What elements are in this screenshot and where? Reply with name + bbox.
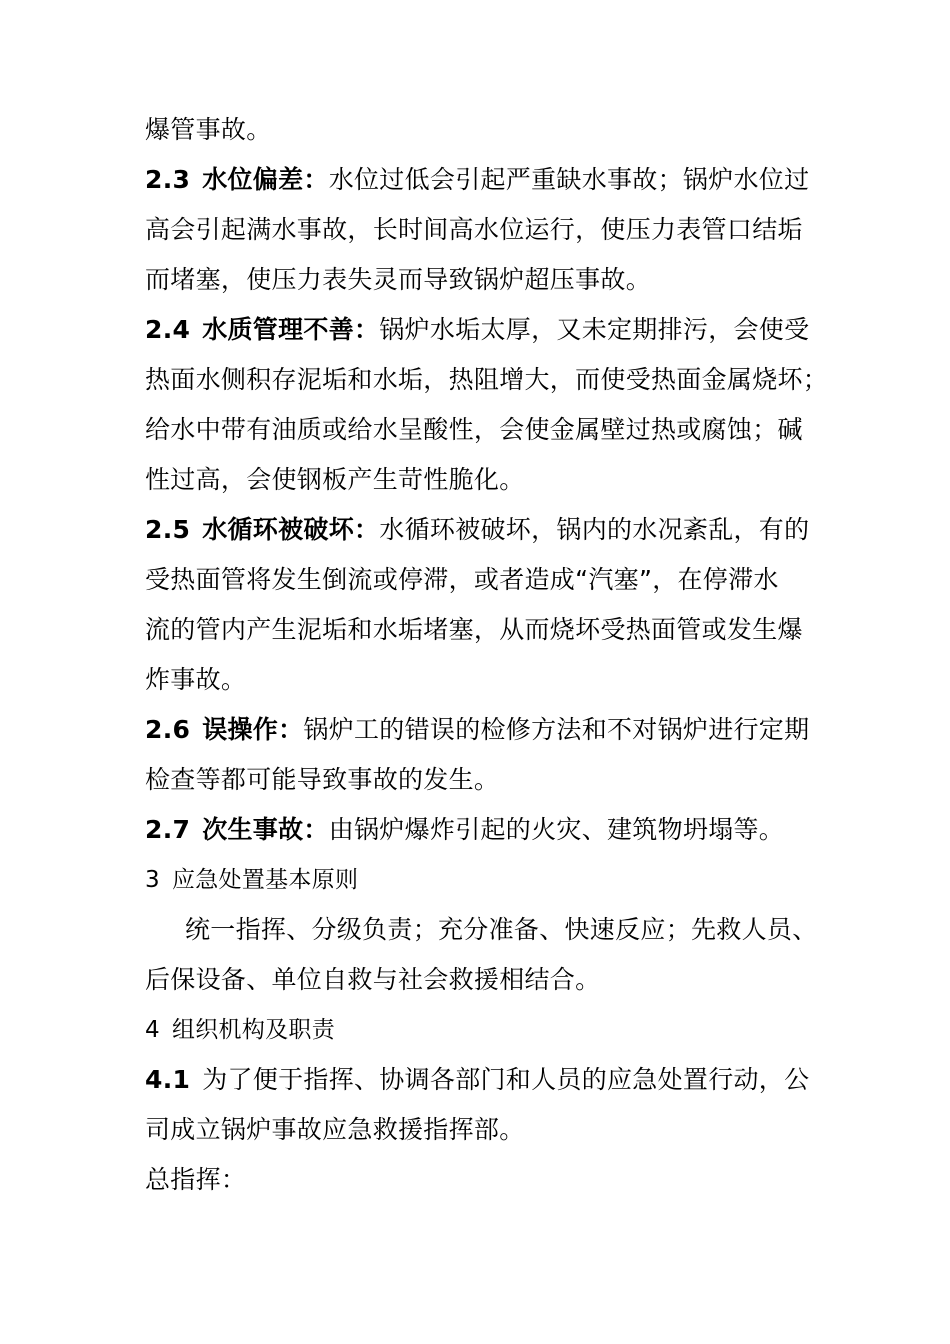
paragraph-2-4-line-1 [145,305,815,355]
section-3-heading [145,855,815,905]
commander-label: 总指挥： [145,1165,247,1194]
section-number: 2.6 [145,715,191,744]
paragraph-2-6-line-1 [145,705,815,755]
paragraph-line: 统一指挥、分级负责；充分准备、快速反应；先救人员、 [185,915,818,944]
section-number: 4 [145,1017,160,1043]
section-title: 组织机构及职责 [171,1017,336,1043]
paragraph-line: 高会引起满水事故，长时间高水位运行，使压力表管口结垢 [145,215,803,244]
paragraph-text: 水循环被破坏，锅内的水况紊乱，有的 [379,515,810,544]
paragraph-line: 热面水侧积存泥垢和水垢，热阻增大，而使受热面金属烧坏； [145,365,829,394]
paragraph-line: 给水中带有油质或给水呈酸性，会使金属壁过热或腐蚀；碱 [145,415,803,444]
paragraph-line: 后保设备、单位自救与社会救援相结合。 [145,965,601,994]
paragraph-line: 流的管内产生泥垢和水垢堵塞，从而烧坏受热面管或发生爆 [145,615,803,644]
paragraph-line: 爆管事故。 [145,115,272,144]
paragraph-2-5-line-1 [145,505,815,555]
paragraph-2-7-line-1 [145,805,815,855]
paragraph-line: 检查等都可能导致事故的发生。 [145,765,500,794]
section-number: 2.5 [145,515,191,544]
paragraph-line: 炸事故。 [145,665,247,694]
section-heading: 次生事故： [202,815,329,844]
section-number: 2.3 [145,165,191,194]
paragraph-line: 而堵塞，使压力表失灵而导致锅炉超压事故。 [145,265,652,294]
paragraph-line: 司成立锅炉事故应急救援指挥部。 [145,1115,525,1144]
section-heading: 水位偏差： [202,165,329,194]
paragraph-text: 锅炉工的错误的检修方法和不对锅炉进行定期 [303,715,810,744]
paragraph-line: 受热面管将发生倒流或停滞，或者造成“汽塞”，在停滞水 [145,565,779,594]
paragraph-text: 水位过低会引起严重缺水事故；锅炉水位过 [328,165,810,194]
paragraph-text: 由锅炉爆炸引起的火灾、建筑物坍塌等。 [328,815,785,844]
section-number: 2.7 [145,815,191,844]
section-heading: 水循环被破坏： [202,515,380,544]
paragraph-text: 锅炉水垢太厚，又未定期排污，会使受 [379,315,810,344]
paragraph-text: 为了便于指挥、协调各部门和人员的应急处置行动，公 [202,1065,810,1094]
section-number: 3 [145,867,160,893]
section-heading: 水质管理不善： [202,315,380,344]
paragraph-line: 性过高，会使钢板产生苛性脆化。 [145,465,525,494]
section-4-heading [145,1005,815,1055]
section-heading: 误操作： [202,715,304,744]
section-number: 2.4 [145,315,191,344]
section-number: 4.1 [145,1065,191,1094]
paragraph-2-3-line-1 [145,155,815,205]
document-page [145,105,829,1205]
section-title: 应急处置基本原则 [171,867,359,893]
paragraph-4-1-line-1 [145,1055,815,1105]
